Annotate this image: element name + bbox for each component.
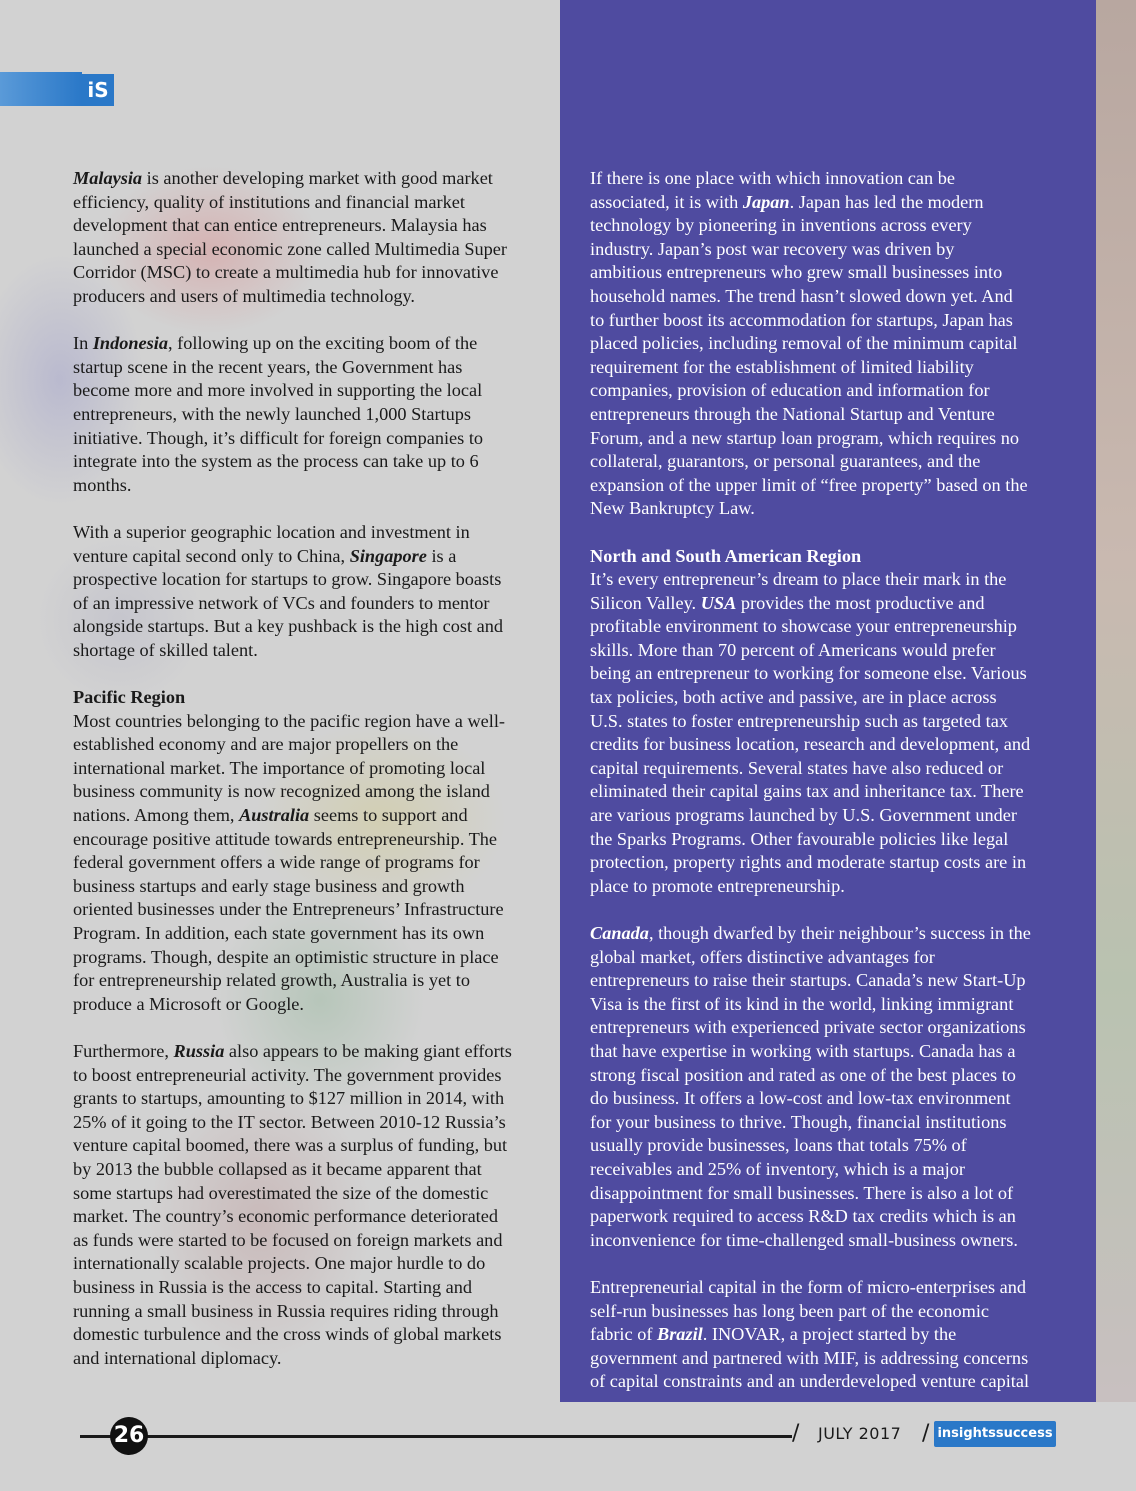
- paragraph-text: , though dwarfed by their neighbour’s success in the global market, offers distinctive advantages for entrepreneurs to raise their startups. Canada’s new Start-Up Visa is the first of its kind in the world, linking immigrant entrepreneurs with experienced private sector organizations that have expertise in working with startups. Canada has a strong fiscal position and rated as one of the best places to do business. It offers a low-cost and low-tax environment for your business to thrive. Though, financial institutions usually provide businesses, loans that totals 75% of receivables and 25% of inventory, which is a major disappointment for small businesses. There is also a lot of paperwork required to access R&D tax credits which is an inconvenience for time-challenged small-business owners.: [590, 923, 1031, 1250]
- country-malaysia: Malaysia: [73, 168, 143, 188]
- page-number-badge: 26: [110, 1417, 148, 1455]
- paragraph-text: With a superior geographic location and investment in venture capital second only to China,: [73, 521, 470, 566]
- country-indonesia: Indonesia: [92, 333, 168, 354]
- paragraph-text: provides the most productive and profitable environment to showcase your entrepreneurship skills. More than 70 percent of Americans would prefer being an entrepreneur to working for someone else. Various tax policies, both active and passive, are in place across U.S. states to foster entrepreneurship such as targeted tax credits for business location, research and development, and capital requirements. Several states have also reduced or eliminated their capital gains tax and inheritance tax. There are various programs launched by U.S. Government under the Sparks Programs. Other favourable policies like legal protection, property rights and moderate startup costs are in place to promote entrepreneurship.: [590, 592, 1031, 896]
- paragraph-japan: [590, 167, 1080, 521]
- footer-slash-icon: /: [792, 1421, 800, 1446]
- magazine-logo-icon: iS: [82, 74, 114, 106]
- left-article-column: [73, 167, 553, 1394]
- paragraph-malaysia: [73, 167, 553, 309]
- paragraph-text: . Japan has led the modern technology by pioneering in inventions across every industry. Japan’s post war recovery was driven by ambitious entrepreneurs who grew small businesses into household names. The trend hasn’t slowed down yet. And to further boost its accommodation for startups, Japan has placed policies, including removal of the minimum capital requirement for the establishment of limited liability companies, provision of education and information for entrepreneurs through the National Startup and Venture Forum, and a new startup loan program, which requires no collateral, guarantors, or personal guarantees, and the expansion of the upper limit of “free property” based on the New Bankruptcy Law.: [590, 191, 1028, 519]
- paragraph-text: It’s every entrepreneur’s dream to place their mark in the Silicon Valley.: [590, 569, 1007, 613]
- section-heading-pacific: Pacific Region: [73, 687, 186, 708]
- paragraph-text: is another developing market with good market efficiency, quality of institutions and financial market development that can entice entrepreneurs. Malaysia has launched a special economic zone called Multimedia Super Corridor (MSC) to create a multimedia hub for innovative producers and users of multimedia technology.: [73, 168, 508, 306]
- issue-date: JULY 2017: [818, 1424, 902, 1443]
- paragraph-canada: [590, 922, 1080, 1252]
- paragraph-text: Entrepreneurial capital in the form of micro-enterprises and self-run businesses has long been part of the economic fabric of: [590, 1276, 1027, 1345]
- paragraph-indonesia: [73, 332, 553, 497]
- footer-slash-icon: /: [922, 1421, 930, 1446]
- country-canada: Canada: [590, 923, 649, 943]
- right-edge-background: [1096, 0, 1136, 1402]
- paragraph-text: . INOVAR, a project started by the government and partnered with MIF, is addressing concerns of capital constraints and an underdeveloped venture capital: [590, 1324, 1030, 1392]
- header-accent-bar: [0, 72, 82, 106]
- paragraph-text: also appears to be making giant efforts to boost entrepreneurial activity. The government provides grants to startups, amounting to $127 million in 2014, with 25% of it going to the IT sector. Between 2010-12 Russia’s venture capital boomed, there was a surplus of funding, but by 2013 the bubble collapsed as it became apparent that some startups had overestimated the size of the domestic market. The country’s economic performance deteriorated as funds were started to be focused on foreign markets and internationally scalable projects. One major hurdle to do business in Russia is the access to capital. Starting and running a small business in Russia requires riding through domestic turbulence and the cross winds of global markets and international diplomacy.: [73, 1040, 512, 1368]
- country-singapore: Singapore: [349, 545, 427, 566]
- paragraph-singapore: [73, 521, 553, 663]
- brand-logo: insightssuccess: [934, 1421, 1056, 1447]
- paragraph-text: Furthermore,: [73, 1040, 174, 1061]
- country-usa: USA: [700, 592, 737, 613]
- paragraph-text: seems to support and encourage positive attitude towards entrepreneurship. The federal government offers a wide range of programs for business startups and early stage business and growth oriented businesses under the Entrepreneurs’ Infrastructure Program. In addition, each state government has its own programs. Though, despite an optimistic structure in place for entrepreneurship related growth, Australia is yet to produce a Microsoft or Google.: [73, 805, 504, 1014]
- paragraph-russia: [73, 1040, 553, 1370]
- paragraph-brazil: [590, 1276, 1080, 1394]
- paragraph-text: If there is one place with which innovation can be associated, it is with: [590, 168, 955, 212]
- paragraph-pacific: [73, 686, 553, 1016]
- paragraph-usa: [590, 545, 1080, 899]
- section-heading-americas: North and South American Region: [590, 545, 862, 566]
- country-brazil: Brazil: [657, 1324, 703, 1345]
- footer-rule: [80, 1435, 792, 1438]
- paragraph-text: , following up on the exciting boom of the startup scene in the recent years, the Government has become more and more involved in supporting the local entrepreneurs, with the newly launched 1,000 Startups initiative. Though, it’s difficult for foreign companies to integrate into the system as the process can take up to 6 months.: [73, 333, 484, 495]
- right-article-column: [590, 167, 1080, 1417]
- paragraph-text: Most countries belonging to the pacific region have a well- established economy and are major propellers on the international market. The importance of promoting local business community is now recognized among the island nations. Among them,: [73, 710, 506, 826]
- country-japan: Japan: [742, 191, 790, 212]
- country-australia: Australia: [239, 805, 310, 826]
- country-russia: Russia: [173, 1040, 225, 1061]
- paragraph-text: In: [73, 333, 93, 354]
- paragraph-text: is a prospective location for startups to grow. Singapore boasts of an impressive network of VCs and founders to mentor alongside startups. But a key pushback is the high cost and shortage of skilled talent.: [73, 545, 504, 660]
